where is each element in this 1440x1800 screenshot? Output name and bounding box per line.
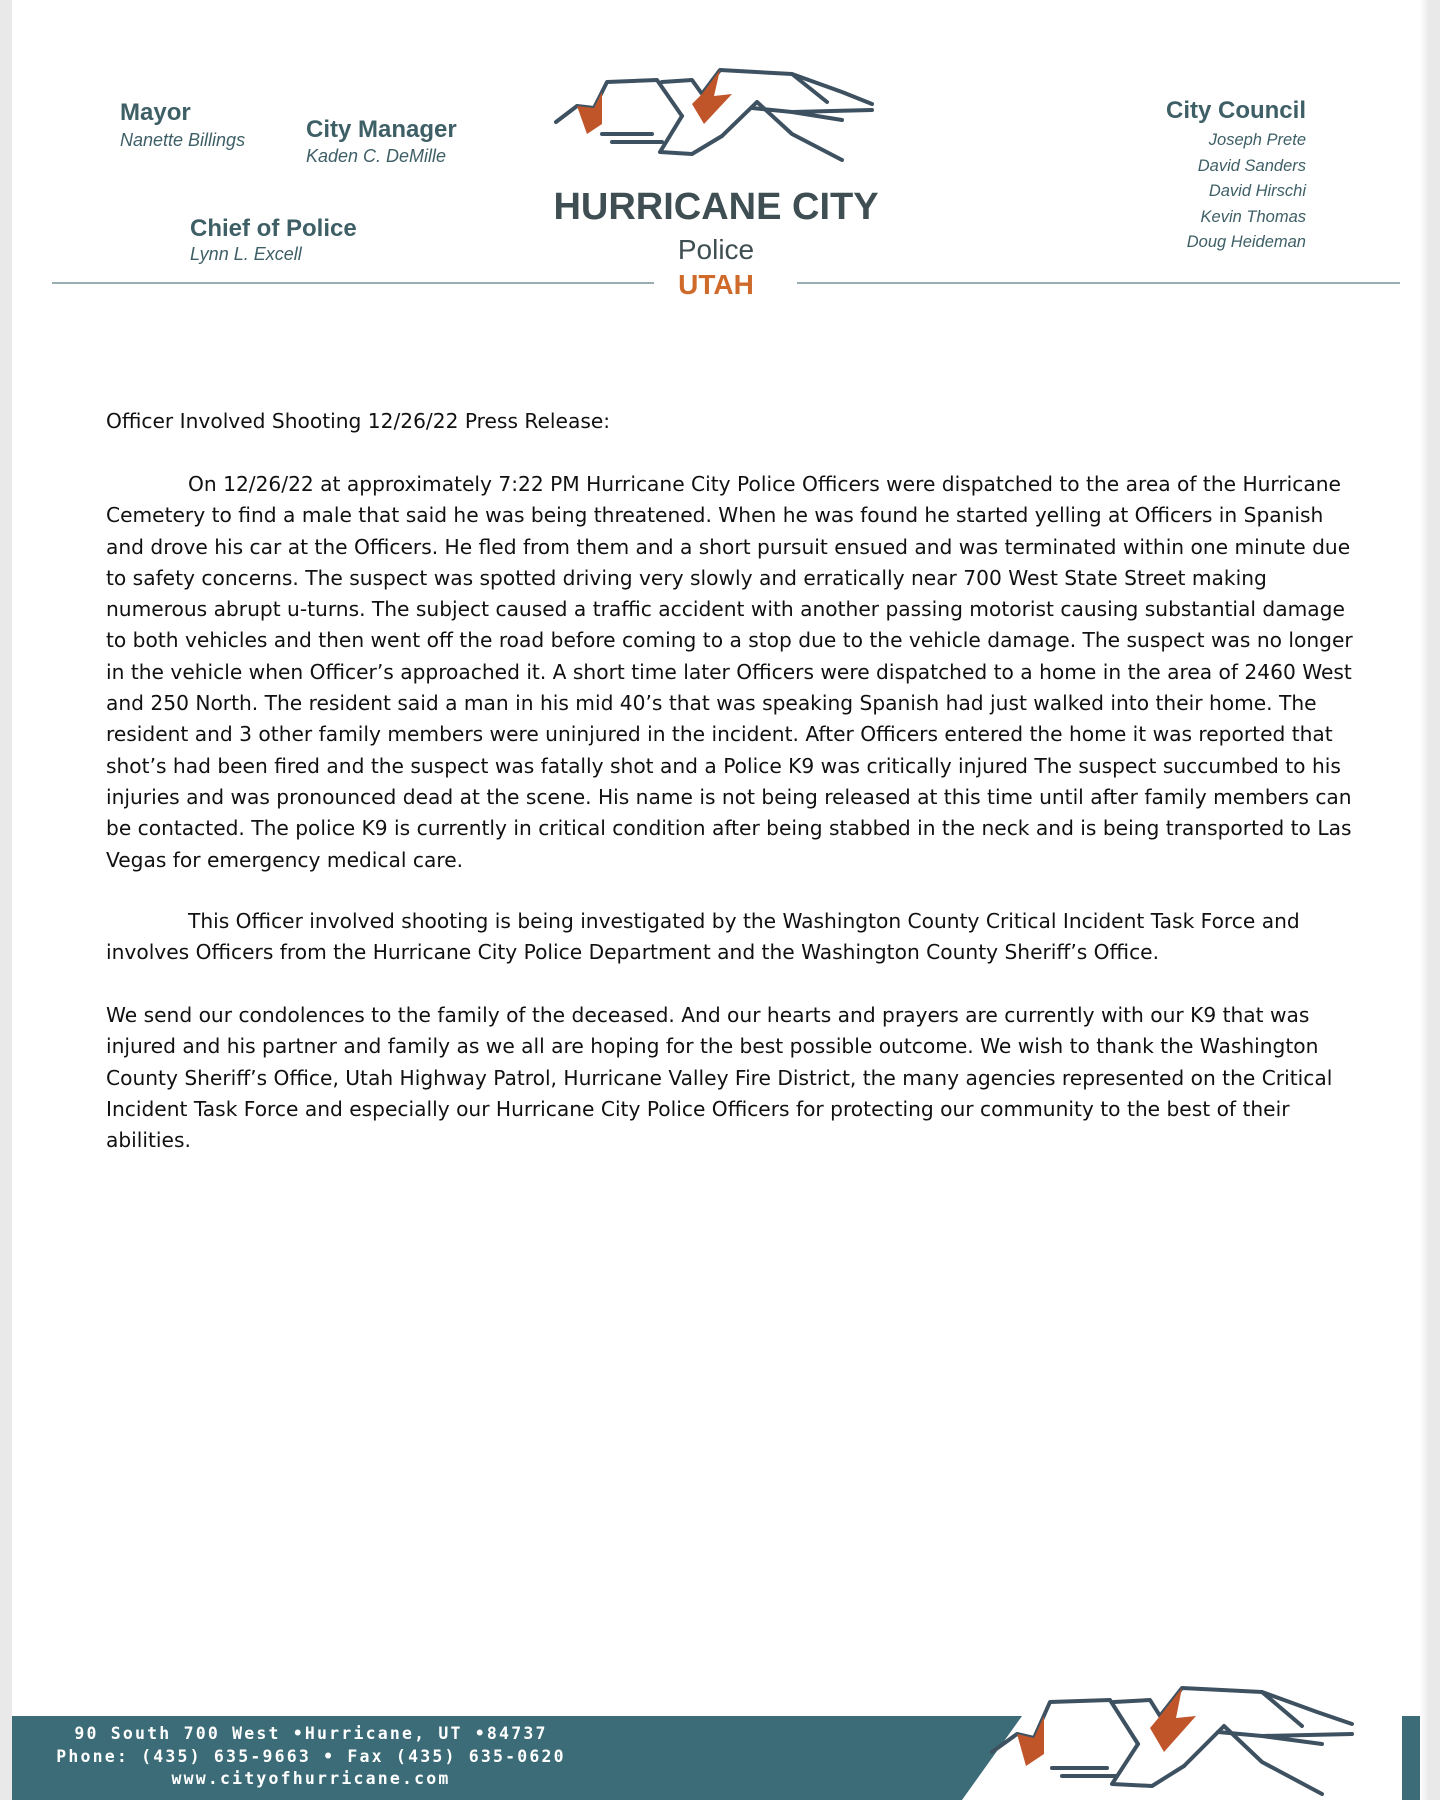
org-city-name: HURRICANE CITY xyxy=(553,186,879,228)
council-member: Kevin Thomas xyxy=(1200,207,1306,226)
footer-address: 90 South 700 West •Hurricane, UT •84737 xyxy=(74,1724,548,1743)
mayor-name: Nanette Billings xyxy=(120,130,246,150)
letter-page xyxy=(12,0,1430,1800)
footer-website: www.cityofhurricane.com xyxy=(171,1769,451,1788)
council-member: Doug Heideman xyxy=(1186,233,1306,251)
city-manager-name: Kaden C. DeMille xyxy=(306,146,447,166)
chief-of-police-title: Chief of Police xyxy=(190,215,357,242)
mayor-title: Mayor xyxy=(120,99,191,126)
city-council-title: City Council xyxy=(1165,97,1306,124)
org-department: Police xyxy=(677,234,755,265)
body-paragraph: This Officer involved shooting is being investigated by the Washington County Critical Incident Task Force and involves Officers from the Hurricane City Police Department and the Washington County Sheriff’s Office. xyxy=(106,909,1300,965)
document-heading: Officer Involved Shooting 12/26/22 Press Release: xyxy=(106,409,611,433)
chief-of-police-name: Lynn L. Excell xyxy=(190,244,302,264)
council-member: Joseph Prete xyxy=(1208,131,1306,149)
council-member: David Hirschi xyxy=(1208,182,1306,200)
footer-phone: Phone: (435) 635-9663 • Fax (435) 635-0620 xyxy=(56,1746,566,1766)
mountain-logo-icon xyxy=(542,64,922,174)
mountain-logo-icon xyxy=(962,1668,1402,1800)
city-manager-title: City Manager xyxy=(306,116,457,143)
footer-contact xyxy=(12,1723,610,1791)
header-divider-right xyxy=(797,282,1400,284)
body-paragraph: On 12/26/22 at approximately 7:22 PM Hurricane City Police Officers were dispatched to the area of the Hurricane Cemetery to find a male that said he was being threatened. When he was found he started yelling at Officers in Spanish and drove his car at the Officers. He fled from them and a short pursuit ensued and was terminated within one minute due to safety concerns. The suspect was spotted driving very slowly and erratically near 700 West State Street making numerous abrupt u-turns. The subject caused a traffic accident with another passing motorist causing substantial damage to both vehicles and then went off the road before coming to a stop due to the vehicle damage. The suspect was no longer in the vehicle when Officer’s approached it. A short time later Officers were dispatched to a home in the area of 2460 West and 250 North. The resident said a man in his mid 40’s that was speaking Spanish had just walked into their home. The resident and 3 other family members were uninjured in the incident. After Officers entered the home it was reported that shot’s had been fired and the suspect was fatally shot and a Police K9 was critically injured The suspect succumbed to his injuries and was pronounced dead at the scene. His name is not being released at this time until after family members can be contacted. The police K9 is currently in critical condition after being stabbed in the neck and is being transported to Las Vegas for emergency medical care. xyxy=(106,472,1353,872)
council-member: David Sanders xyxy=(1197,156,1306,175)
body-paragraph: We send our condolences to the family of the deceased. And our hearts and prayers are currently with our K9 that was injured and his partner and family as we all are hoping for the best possible outcome. We wish to thank the Washington County Sheriff’s Office, Utah Highway Patrol, Hurricane Valley Fire District, the many agencies represented on the Critical Incident Task Force and especially our Hurricane City Police Officers for protecting our community to the best of their abilities. xyxy=(106,1003,1333,1153)
page-edge xyxy=(1420,0,1430,1800)
org-state: UTAH xyxy=(678,269,754,300)
header-divider-left xyxy=(52,282,654,284)
